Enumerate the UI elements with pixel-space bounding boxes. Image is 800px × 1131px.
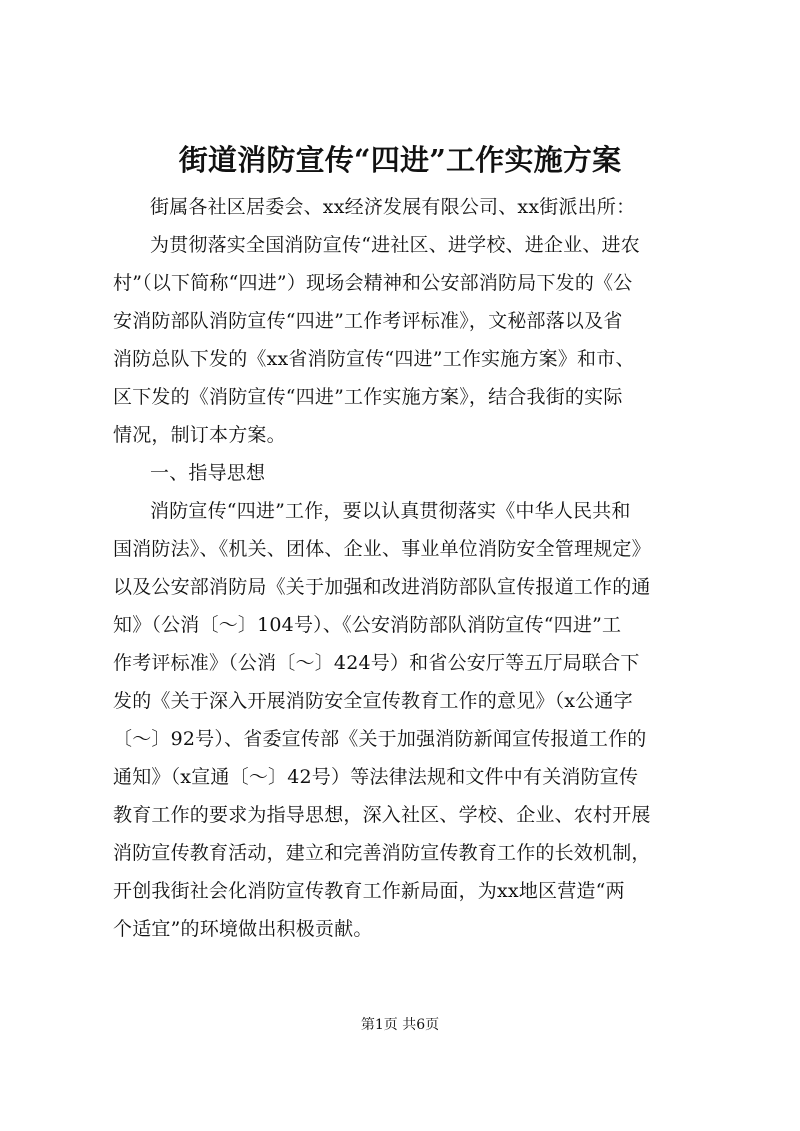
document-body <box>113 188 703 948</box>
section-heading: 一、指导思想 <box>150 462 266 484</box>
document-title: 街道消防宣传“四进”工作实施方案 <box>178 143 622 177</box>
paragraph-line: 发的《关于深入开展消防安全宣传教育工作的意见》（x公通字 <box>113 690 633 712</box>
paragraph-line: 以及公安部消防局《关于加强和改进消防部队宣传报道工作的通 <box>113 576 651 598</box>
paragraph-line: 〔～〕92号）、省委宣传部《关于加强消防新闻宣传报道工作的 <box>113 728 647 750</box>
paragraph-line: 开创我街社会化消防宣传教育工作新局面，为xx地区营造“两 <box>113 880 625 902</box>
paragraph-line: 通知》（x宣通〔～〕42号）等法律法规和文件中有关消防宣传 <box>113 766 639 788</box>
paragraph-line: 国消防法》、《机关、团体、企业、事业单位消防安全管理规定》 <box>113 538 651 560</box>
paragraph-line: 消防总队下发的《xx省消防宣传“四进”工作实施方案》和市、 <box>113 348 635 370</box>
paragraph-line: 教育工作的要求为指导思想，深入社区、学校、企业、农村开展 <box>113 804 651 826</box>
salutation-line: 街属各社区居委会、xx经济发展有限公司、xx街派出所： <box>150 196 636 218</box>
paragraph-line: 消防宣传教育活动，建立和完善消防宣传教育工作的长效机制， <box>113 842 651 864</box>
paragraph-line: 个适宜”的环境做出积极贡献。 <box>113 918 373 940</box>
paragraph-line: 作考评标准》（公消〔～〕424号）和省公安厅等五厅局联合下 <box>113 652 640 674</box>
paragraph-line: 消防宣传“四进”工作，要以认真贯彻落实《中华人民共和 <box>150 500 631 522</box>
paragraph-line: 安消防部队消防宣传“四进”工作考评标准》，文秘部落以及省 <box>113 310 623 332</box>
paragraph-line: 区下发的《消防宣传“四进”工作实施方案》，结合我街的实际 <box>113 386 623 408</box>
paragraph-line: 村”（以下简称“四进”）现场会精神和公安部消防局下发的《公 <box>113 272 633 294</box>
paragraph-line: 情况，制订本方案。 <box>113 424 286 446</box>
paragraph-line: 知》（公消〔～〕104号）、《公安消防部队消防宣传“四进”工 <box>113 614 622 636</box>
page-number-footer: 第1页 共6页 <box>360 1017 440 1033</box>
paragraph-line: 为贯彻落实全国消防宣传“进社区、进学校、进企业、进农 <box>150 234 640 256</box>
